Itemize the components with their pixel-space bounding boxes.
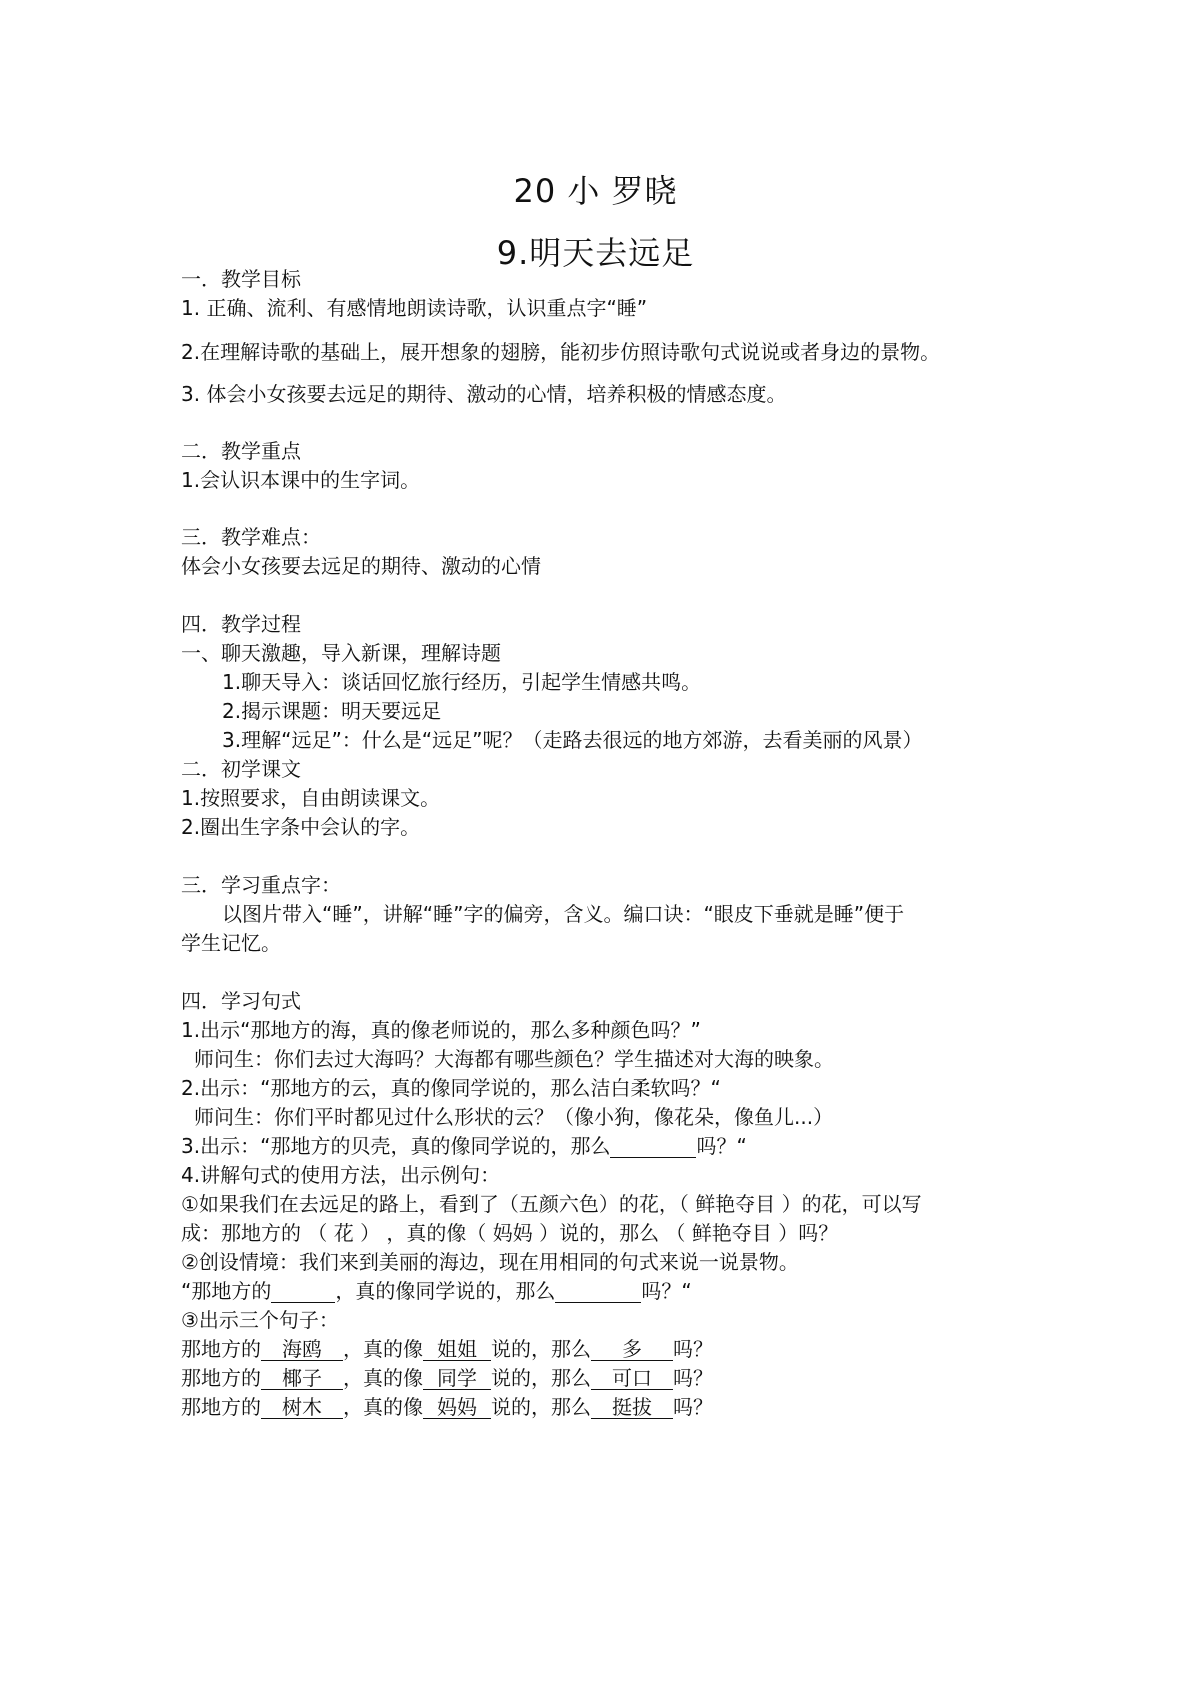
difficulties-heading: 三．教学难点： bbox=[181, 525, 321, 549]
part1-step: 1.聊天导入：谈话回忆旅行经历，引起学生情感共鸣。 bbox=[222, 670, 702, 694]
template-text: “那地方的 bbox=[181, 1279, 272, 1303]
lesson-title: 9.明天去远足 bbox=[496, 234, 695, 272]
difficulties-text: 体会小女孩要去远足的期待、激动的心情 bbox=[181, 554, 541, 578]
sentence-text: ，真的像 bbox=[343, 1337, 423, 1361]
sentence-text: 说的，那么 bbox=[491, 1395, 591, 1419]
objective-item: 3. 体会小女孩要去远足的期待、激动的心情，培养积极的情感态度。 bbox=[181, 382, 787, 406]
underlined-word: 妈妈 bbox=[423, 1396, 491, 1419]
part2-heading: 二．初学课文 bbox=[181, 757, 301, 781]
sentence-text: 吗？ bbox=[673, 1366, 713, 1390]
pattern-line: 师问生：你们平时都见过什么形状的云？（像小狗，像花朵，像鱼儿...） bbox=[194, 1105, 834, 1129]
sentence-text: 吗？ bbox=[673, 1395, 713, 1419]
underlined-word: 海鸥 bbox=[261, 1338, 343, 1361]
example-sentence bbox=[181, 1394, 713, 1420]
blank-line bbox=[271, 1280, 335, 1303]
example-sentence bbox=[181, 1365, 713, 1391]
part3-heading: 三．学习重点字： bbox=[181, 873, 341, 897]
part2-step: 2.圈出生字条中会认的字。 bbox=[181, 815, 421, 839]
blank-line bbox=[610, 1135, 696, 1158]
example-line: ①如果我们在去远足的路上，看到了（五颜六色）的花，（ 鲜艳夺目 ）的花，可以写 bbox=[181, 1192, 922, 1216]
pattern-line: 2.出示：“那地方的云，真的像同学说的，那么洁白柔软吗？“ bbox=[181, 1076, 721, 1100]
author-title: 20 小 罗晓 bbox=[513, 172, 678, 210]
part1-heading: 一、聊天激趣，导入新课，理解诗题 bbox=[181, 641, 501, 665]
underlined-word: 同学 bbox=[423, 1367, 491, 1390]
sentence-text: 那地方的 bbox=[181, 1337, 261, 1361]
part3-paragraph: 以图片带入“睡”，讲解“睡”字的偏旁，含义。编口诀：“眼皮下垂就是睡”便于 bbox=[222, 902, 905, 926]
key-point-item: 1.会认识本课中的生字词。 bbox=[181, 468, 421, 492]
sentence-text: 那地方的 bbox=[181, 1366, 261, 1390]
objective-item: 1. 正确、流利、有感情地朗读诗歌，认识重点字“睡” bbox=[181, 296, 648, 320]
underlined-word: 多 bbox=[591, 1338, 673, 1361]
part1-step: 3.理解“远足”：什么是“远足”呢？（走路去很远的地方郊游，去看美丽的风景） bbox=[222, 728, 923, 752]
pattern-line: 1.出示“那地方的海，真的像老师说的，那么多种颜色吗？” bbox=[181, 1018, 701, 1042]
part3-paragraph-cont: 学生记忆。 bbox=[181, 931, 281, 955]
objective-item: 2.在理解诗歌的基础上，展开想象的翅膀，能初步仿照诗歌句式说说或者身边的景物。 bbox=[181, 340, 941, 364]
part2-step: 1.按照要求，自由朗读课文。 bbox=[181, 786, 441, 810]
sentence-text: ，真的像 bbox=[343, 1366, 423, 1390]
pattern-text: 3.出示：“那地方的贝壳，真的像同学说的，那么 bbox=[181, 1134, 611, 1158]
key-points-heading: 二．教学重点 bbox=[181, 439, 301, 463]
underlined-word: 可口 bbox=[591, 1367, 673, 1390]
scenario-line: ②创设情境：我们来到美丽的海边，现在用相同的句式来说一说景物。 bbox=[181, 1250, 799, 1274]
example-line: 成：那地方的 （ 花 ） ，真的像（ 妈妈 ）说的，那么 （ 鲜艳夺目 ）吗？ bbox=[181, 1221, 839, 1245]
sentence-text: ，真的像 bbox=[343, 1395, 423, 1419]
sentence-text: 那地方的 bbox=[181, 1395, 261, 1419]
pattern-line bbox=[181, 1133, 747, 1159]
three-sentences-heading: ③出示三个句子： bbox=[181, 1308, 339, 1332]
part4-heading: 四．学习句式 bbox=[181, 989, 301, 1013]
blank-line bbox=[555, 1280, 641, 1303]
part1-step: 2.揭示课题：明天要远足 bbox=[222, 699, 442, 723]
sentence-text: 吗？ bbox=[673, 1337, 713, 1361]
underlined-word: 椰子 bbox=[261, 1367, 343, 1390]
underlined-word: 姐姐 bbox=[423, 1338, 491, 1361]
example-sentence bbox=[181, 1336, 713, 1362]
sentence-text: 说的，那么 bbox=[491, 1366, 591, 1390]
template-text: 吗？“ bbox=[641, 1279, 692, 1303]
process-heading: 四．教学过程 bbox=[181, 612, 301, 636]
underlined-word: 挺拔 bbox=[591, 1396, 673, 1419]
template-text: ，真的像同学说的，那么 bbox=[335, 1279, 556, 1303]
template-line bbox=[181, 1278, 692, 1304]
pattern-line: 师问生：你们去过大海吗？大海都有哪些颜色？学生描述对大海的映象。 bbox=[194, 1047, 834, 1071]
objectives-heading: 一．教学目标 bbox=[181, 267, 301, 291]
pattern-text: 吗？“ bbox=[696, 1134, 747, 1158]
sentence-text: 说的，那么 bbox=[491, 1337, 591, 1361]
underlined-word: 树木 bbox=[261, 1396, 343, 1419]
pattern-line: 4.讲解句式的使用方法，出示例句： bbox=[181, 1163, 501, 1187]
